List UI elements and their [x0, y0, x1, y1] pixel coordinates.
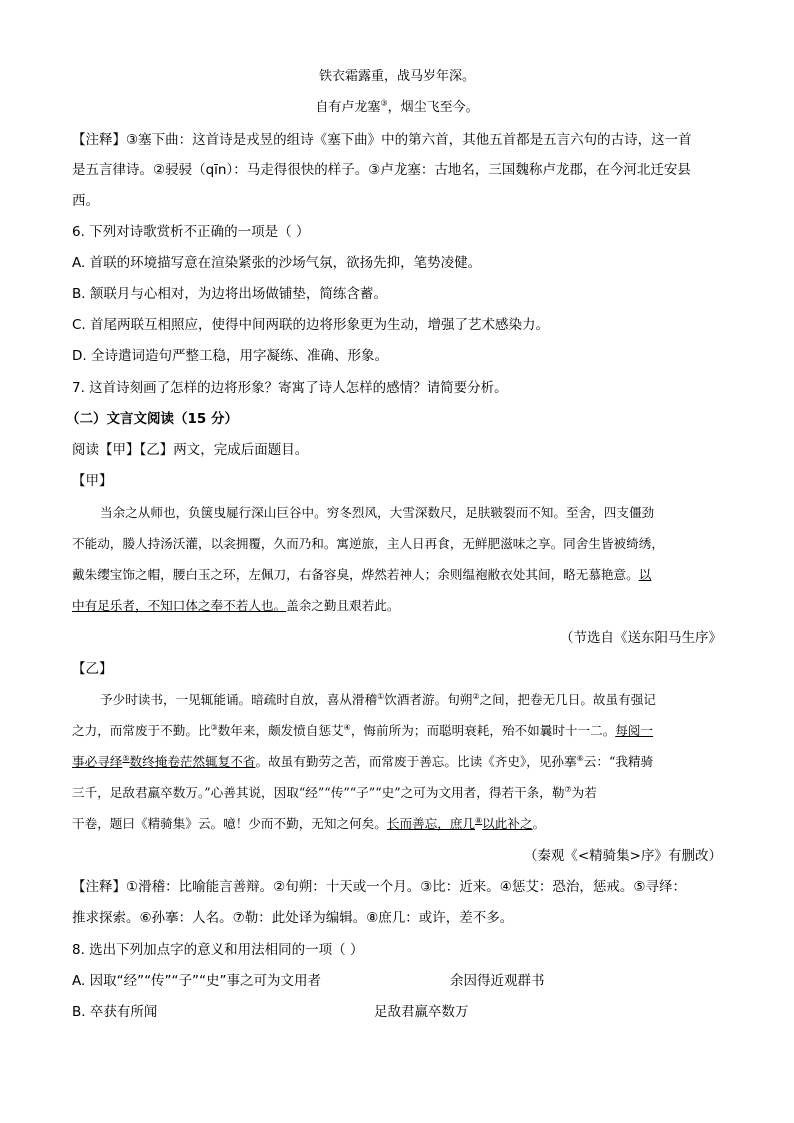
question-8-option-a: A. 因取“经”“传”“子”“史”事之可为文用者 余因得近观群书	[72, 973, 545, 989]
poem-note-line-3: 西。	[72, 193, 99, 209]
text-yi-line-5: 干卷，题曰《精骑集》云。噫！少而不勤，无知之何矣。长而善忘，庶几⑧以此补之。	[72, 815, 546, 831]
text-jia-source: （节选自《送东阳马生序》	[560, 630, 722, 646]
section-2-instruction: 阅读【甲】【乙】两文，完成后面题目。	[72, 442, 309, 458]
question-6-stem: 6. 下列对诗歌赏析不正确的一项是（ ）	[72, 224, 310, 240]
text-yi-line-1: 予少时读书，一见辄能诵。暗疏时自放，喜从滑稽①饮酒者游。旬朔②之间，把卷无几日。故虽有强记	[100, 691, 656, 707]
poem-note-line-2: 是五言律诗。②骎骎（qīn）：马走得很快的样子。③卢龙塞：古地名，三国魏称卢龙郡，在今河北迁安县	[72, 162, 691, 178]
text-yi-line-2: 之力，而常废于不勤。比③数年来，颇发愤自惩艾④，悔前所为；而聪明衰耗，殆不如曩时十一二。每阅一	[72, 722, 654, 738]
text-jia-line-3: 戴朱缨宝饰之帽，腰白玉之环，左佩刀，右备容臭，烨然若神人；余则缊袍敝衣处其间，略无慕艳意。以	[72, 567, 652, 582]
question-8-stem: 8. 选出下列加点字的意义和用法相同的一项（ ）	[72, 942, 364, 958]
yi-note-line-1: 【注释】①滑稽：比喻能言善辩。②旬朔：十天或一个月。③比：近来。④惩艾：恐治，惩戒。⑤寻绎：	[72, 879, 687, 895]
question-6-option-b: B. 颔联月与心相对，为边将出场做铺垫，简练含蓄。	[72, 286, 387, 302]
text-yi-label: 【乙】	[72, 661, 113, 677]
text-jia-line-1: 当余之从师也，负箧曳屣行深山巨谷中。穷冬烈风，大雪深数尺，足肤皲裂而不知。至舍，四支僵劲	[100, 505, 655, 520]
poem-line-3: 铁衣霜露重，战马岁年深。	[318, 69, 475, 84]
poem-line-4: 自有卢龙塞③，烟尘飞至今。	[315, 98, 479, 115]
text-jia-line-2: 不能动，媵人持汤沃灌，以衾拥覆，久而乃和。寓逆旅，主人日再食，无鲜肥滋味之享。同舍生皆被绮绣，	[72, 536, 664, 551]
text-yi-line-3: 事必寻绎⑤数终掩卷茫然辄复不省。故虽有勤劳之苦，而常废于善忘。比读《齐史》，见孙搴⑥云：“我精骑	[72, 753, 654, 769]
text-jia-line-4: 中有足乐者，不知口体之奉不若人也。盖余之勤且艰若此。	[72, 598, 400, 613]
question-6-option-d: D. 全诗遣词造句严整工稳，用字凝练、准确、形象。	[72, 348, 388, 364]
question-7: 7. 这首诗刻画了怎样的边将形象？寄寓了诗人怎样的感情？请简要分析。	[72, 380, 508, 396]
question-8-option-b: B. 卒获有所闻 足敌君羸卒数万	[72, 1004, 469, 1020]
question-6-option-a: A. 首联的环境描写意在渲染紧张的沙场气氛，欲扬先抑，笔势凌健。	[72, 255, 482, 271]
yi-note-line-2: 推求探索。⑥孙搴：人名。⑦勒：此处译为编辑。⑧庶几：或许，差不多。	[72, 910, 514, 926]
poem-note-line-1: 【注释】③塞下曲：这首诗是戎昱的组诗《塞下曲》中的第六首，其他五首都是五言六句的古诗，这一首	[72, 132, 692, 148]
section-2-title: （二）文言文阅读（15 分）	[66, 411, 238, 427]
text-yi-source: （秦观《<精骑集>序》有删改）	[523, 848, 722, 864]
text-jia-label: 【甲】	[72, 473, 113, 489]
text-yi-line-4: 三千，足敌君羸卒数万。”心善其说，因取“经”“传”“子”“史”之可为文用者，得若干条，勒⑦为若	[72, 784, 597, 800]
question-6-option-c: C. 首尾两联互相照应，使得中间两联的边将形象更为生动，增强了艺术感染力。	[72, 317, 550, 333]
